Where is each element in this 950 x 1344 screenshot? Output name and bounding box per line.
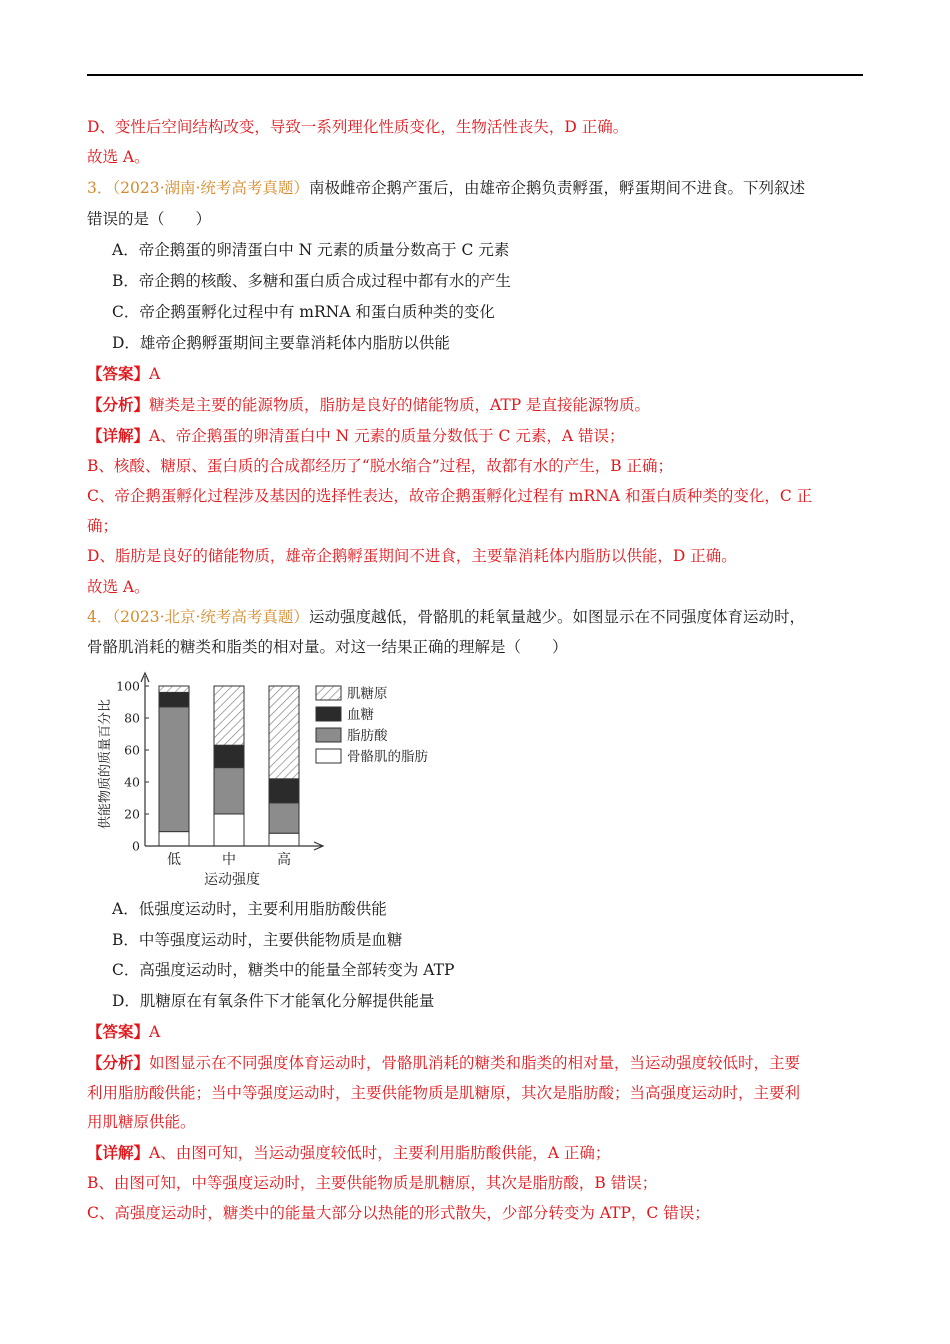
q3-analysis-text: 糖类是主要的能源物质，脂肪是良好的储能物质，ATP 是直接能源物质。: [149, 396, 651, 414]
y-tick-label: 80: [124, 710, 140, 726]
q4-detail-tag: 【详解】: [87, 1143, 150, 1162]
bar-segment-2-2: [269, 779, 299, 803]
legend-swatch: [316, 749, 341, 763]
q4-source: （2023·北京·统考高考真题）: [112, 608, 309, 626]
bar-segment-2-3: [269, 686, 299, 779]
q4-detail-b: B、由图可知，中等强度运动时，主要供能物质是肌糖原，其次是脂肪酸，B 错误；: [87, 1174, 658, 1192]
bar-segment-2-1: [269, 803, 299, 833]
x-tick-label: 中: [222, 852, 236, 868]
y-tick-label: 20: [124, 806, 140, 822]
q4-analysis-text-1: 如图显示在不同强度体育运动时，骨骼肌消耗的糖类和脂类的相对量，当运动强度较低时，主要: [149, 1054, 801, 1072]
q4-analysis-3: 用肌糖原供能。: [87, 1113, 196, 1131]
q3-detail-b: B、核酸、糖原、蛋白质的合成都经历了“脱水缩合”过程，故都有水的产生，B 正确；: [87, 457, 674, 475]
chart-bars: [159, 686, 299, 846]
q3-detail-d: D、脂肪是良好的储能物质，雄帝企鹅孵蛋期间不进食，主要靠消耗体内脂肪以供能，D 正确。: [87, 547, 737, 565]
q4-stem-text: 运动强度越低，骨骼肌的耗氧量越少。如图显示在不同强度体育运动时，: [308, 608, 805, 626]
q3-detail-c-1: C、帝企鹅蛋孵化过程涉及基因的选择性表达，故帝企鹅蛋孵化过程有 mRNA 和蛋白质种类的变化，C 正: [87, 487, 813, 505]
bar-segment-0-0: [159, 832, 189, 846]
q3-option-a: A．帝企鹅蛋的卵清蛋白中 N 元素的质量分数高于 C 元素: [112, 241, 510, 259]
q4-option-c: C．高强度运动时，糖类中的能量全部转变为 ATP: [112, 961, 455, 979]
q3-stem-line-2: 错误的是（ ）: [87, 210, 212, 228]
legend-label: 肌糖原: [347, 686, 388, 702]
q4-analysis-1: [87, 1053, 800, 1073]
header-rule: [87, 74, 863, 76]
q3-option-d: D．雄帝企鹅孵蛋期间主要靠消耗体内脂肪以供能: [112, 334, 450, 352]
y-tick-label: 100: [116, 678, 140, 694]
bar-segment-1-0: [214, 814, 244, 846]
q3-detail-tag: 【详解】: [87, 426, 150, 445]
legend-swatch: [316, 728, 341, 742]
q3-stem-line-1: [87, 178, 805, 198]
q4-detail-c: C、高强度运动时，糖类中的能量大部分以热能的形式散失，少部分转变为 ATP，C 错误；: [87, 1204, 710, 1222]
bar-segment-1-1: [214, 768, 244, 814]
y-tick-label: 0: [132, 838, 140, 854]
x-axis-title: 运动强度: [204, 872, 260, 888]
y-tick-label: 60: [124, 742, 140, 758]
legend-swatch: [316, 686, 341, 700]
q4-answer: [87, 1022, 160, 1042]
q4-option-a: A．低强度运动时，主要利用脂肪酸供能: [112, 900, 387, 918]
legend-swatch: [316, 707, 341, 721]
legend-label: 脂肪酸: [347, 728, 388, 744]
prev-conclusion: 故选 A。: [87, 148, 150, 166]
q3-answer: [87, 364, 160, 384]
x-tick-label: 高: [277, 852, 291, 868]
x-tick-label: 低: [167, 852, 181, 868]
q4-option-d: D．肌糖原在有氧条件下才能氧化分解提供能量: [112, 992, 435, 1010]
q4-stem-line-2: 骨骼肌消耗的糖类和脂类的相对量。对这一结果正确的理解是（ ）: [87, 638, 568, 656]
bar-segment-2-0: [269, 833, 299, 846]
q3-option-c: C．帝企鹅蛋孵化过程中有 mRNA 和蛋白质种类的变化: [112, 303, 495, 321]
bar-segment-1-3: [214, 686, 244, 745]
chart-legend: [316, 685, 428, 765]
legend-label: 血糖: [347, 707, 374, 723]
y-tick-label: 40: [124, 774, 140, 790]
q4-analysis-tag: 【分析】: [87, 1053, 150, 1072]
q4-answer-tag: 【答案】: [87, 1022, 150, 1041]
q3-detail-a: [87, 426, 624, 446]
legend-label: 骨骼肌的脂肪: [347, 749, 428, 765]
q3-answer-value: A: [149, 365, 161, 383]
q4-option-b: B．中等强度运动时，主要供能物质是血糖: [112, 931, 403, 949]
q3-stem-text: 南极雌帝企鹅产蛋后，由雄帝企鹅负责孵蛋，孵蛋期间不进食。下列叙述: [308, 179, 805, 197]
q3-analysis-tag: 【分析】: [87, 395, 150, 414]
q3-answer-tag: 【答案】: [87, 364, 150, 383]
q4-stem-line-1: [87, 607, 805, 627]
q4-analysis-2: 利用脂肪酸供能；当中等强度运动时，主要供能物质是肌糖原，其次是脂肪酸；当高强度运动时，主要利: [87, 1084, 801, 1102]
stacked-bar-chart: [95, 670, 455, 892]
q4-detail-a-text: A、由图可知，当运动强度较低时，主要利用脂肪酸供能，A 正确；: [149, 1144, 611, 1162]
bar-segment-0-3: [159, 686, 189, 692]
q3-conclusion: 故选 A。: [87, 578, 150, 596]
bar-segment-1-2: [214, 745, 244, 767]
y-axis-title: 供能物质的质量百分比: [98, 698, 113, 830]
prev-detail-d: D、变性后空间结构改变，导致一系列理化性质变化，生物活性丧失，D 正确。: [87, 118, 629, 136]
q4-answer-value: A: [149, 1023, 161, 1041]
bar-segment-0-1: [159, 707, 189, 832]
q3-detail-c-2: 确；: [87, 517, 119, 535]
q4-detail-a: [87, 1143, 610, 1163]
q3-option-b: B．帝企鹅的核酸、多糖和蛋白质合成过程中都有水的产生: [112, 272, 511, 290]
q3-number: 3．: [87, 179, 113, 197]
q3-source: （2023·湖南·统考高考真题）: [112, 179, 309, 197]
q3-detail-a-text: A、帝企鹅蛋的卵清蛋白中 N 元素的质量分数低于 C 元素，A 错误；: [149, 427, 625, 445]
q3-analysis: [87, 395, 650, 415]
q4-number: 4．: [87, 608, 113, 626]
bar-segment-0-2: [159, 692, 189, 706]
